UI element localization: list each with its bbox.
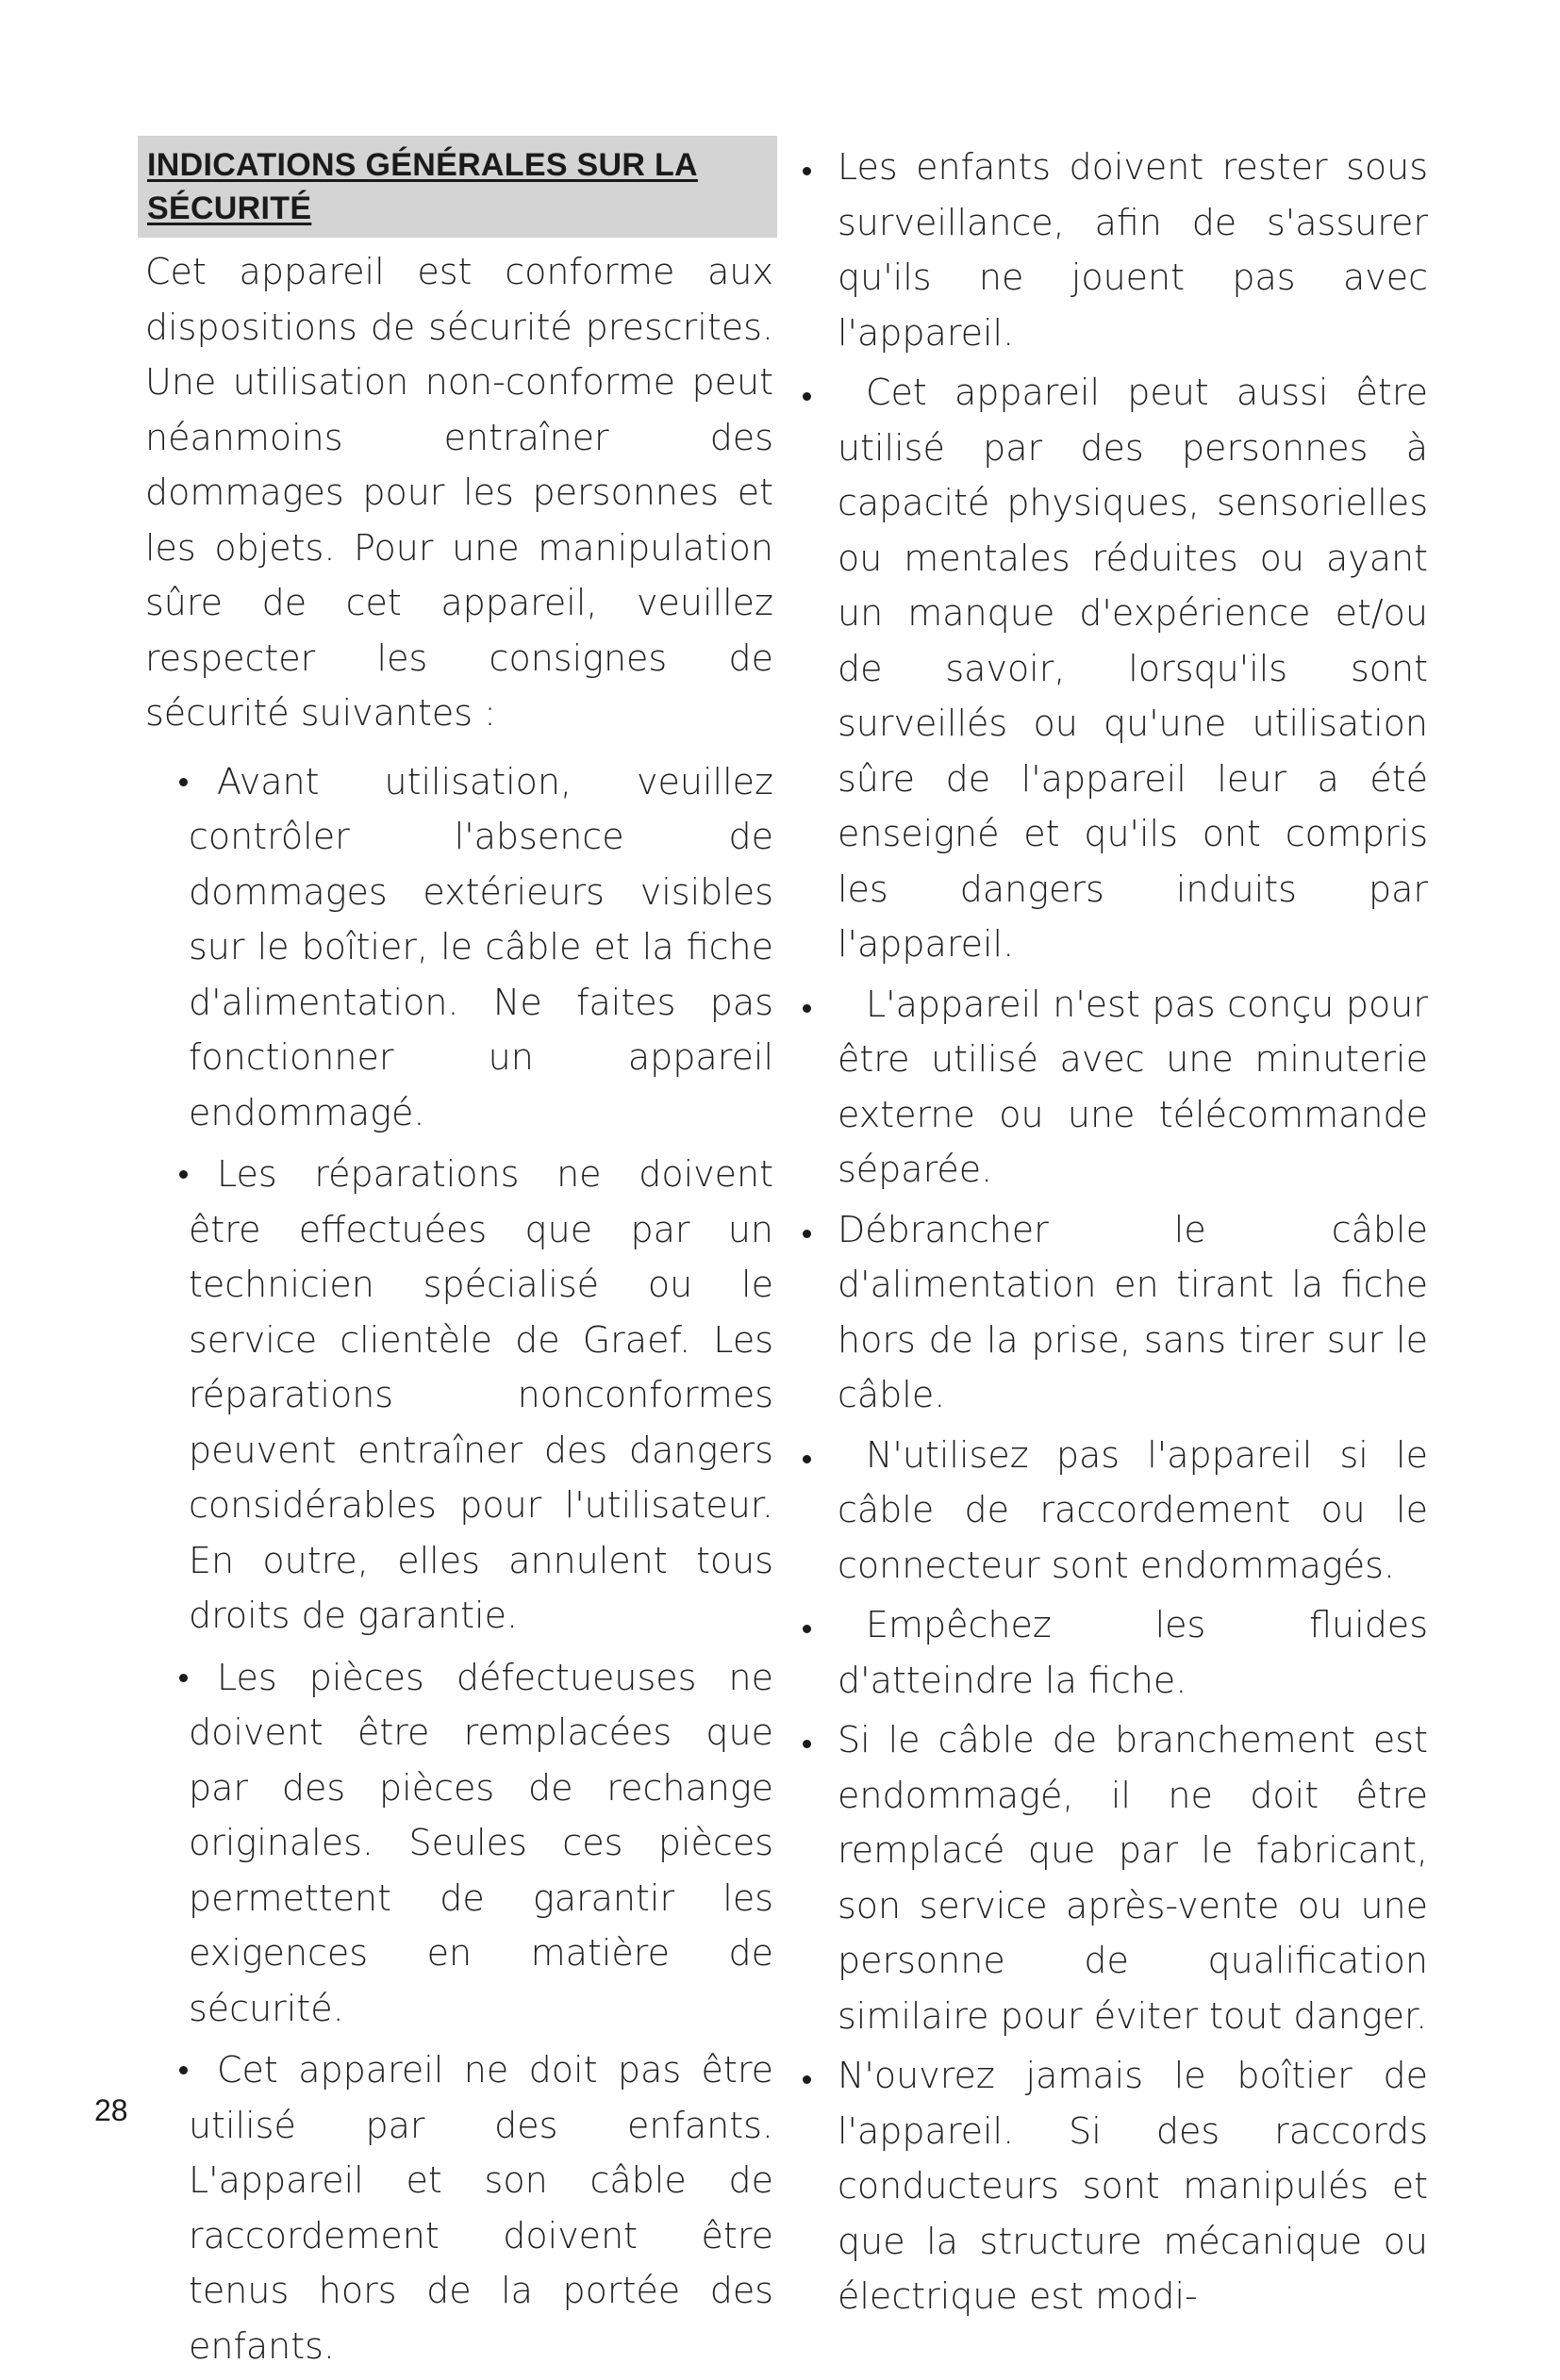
list-item: N'ouvrez jamais le boîtier de l'appareil. Si des raccords conducteurs sont manipulés et que la structure mécanique ou électrique est modi- [809,2048,1428,2324]
list-item: Avant utilisation, veuillez contrôler l'absence de dommages extérieurs visibles sur le boîtier, le câble et la fiche d'alimentation. Ne faites pas fonctionner un appareil endommagé. [189,754,773,1141]
list-item: L'appareil n'est pas conçu pour être utilisé avec une minuterie externe ou une télécommande séparée. [809,977,1428,1198]
list-item: Empêchez les fluides d'atteindre la fiche. [809,1597,1428,1708]
left-column [145,244,773,2380]
heading-line-2: SÉCURITÉ [147,190,312,226]
intro-paragraph: Cet appareil est conforme aux dispositions de sécurité prescrites. Une utilisation non-conforme peut néanmoins entraîner des dommages pour les personnes et les objets. Pour une manipulation sûre de cet appareil, veuillez respecter les consignes de sécurité suivantes : [145,251,773,734]
list-item: N'utilisez pas l'appareil si le câble de raccordement ou le connecteur sont endommagés. [809,1428,1428,1594]
list-item: Les enfants doivent rester sous surveillance, afin de s'assurer qu'ils ne jouent pas avec l'appareil. [809,140,1428,360]
section-heading [138,136,777,238]
list-item: Cet appareil peut aussi être utilisé par des personnes à capacité physiques, sensorielles ou mentales réduites ou ayant un manque d'expérience et/ou de savoir, lorsqu'ils sont surveillés ou qu'une utilisation sûre de l'appareil leur a été enseigné et qu'ils ont compris les dangers induits par l'appareil. [809,365,1428,972]
list-item: Débrancher le câble d'alimentation en tirant la fiche hors de la prise, sans tirer sur le câble. [809,1202,1428,1423]
list-item: Les pièces défectueuses ne doivent être remplacées que par des pièces de rechange originales. Seules ces pièces permettent de garantir les exigences en matière de sécurité. [189,1650,773,2037]
right-bullet-list [809,140,1428,2324]
left-bullet-list [189,754,773,2374]
right-column [809,140,1428,2329]
list-item: Cet appareil ne doit pas être utilisé par des enfants. L'appareil et son câble de raccordement doivent être tenus hors de la portée des enfants. [189,2042,773,2373]
heading-line-1: INDICATIONS GÉNÉRALES SUR LA [147,147,698,183]
list-item: Les réparations ne doivent être effectuées que par un technicien spécialisé ou le service clientèle de Graef. Les réparations nonconformes peuvent entraîner des dangers considérables pour l'utilisateur. En outre, elles annulent tous droits de garantie. [189,1147,773,1644]
list-item: Si le câble de branchement est endommagé, il ne doit être remplacé que par le fabricant, son service après-vente ou une personne de qualification similaire pour éviter tout danger. [809,1712,1428,2043]
page-number: 28 [94,2093,128,2127]
